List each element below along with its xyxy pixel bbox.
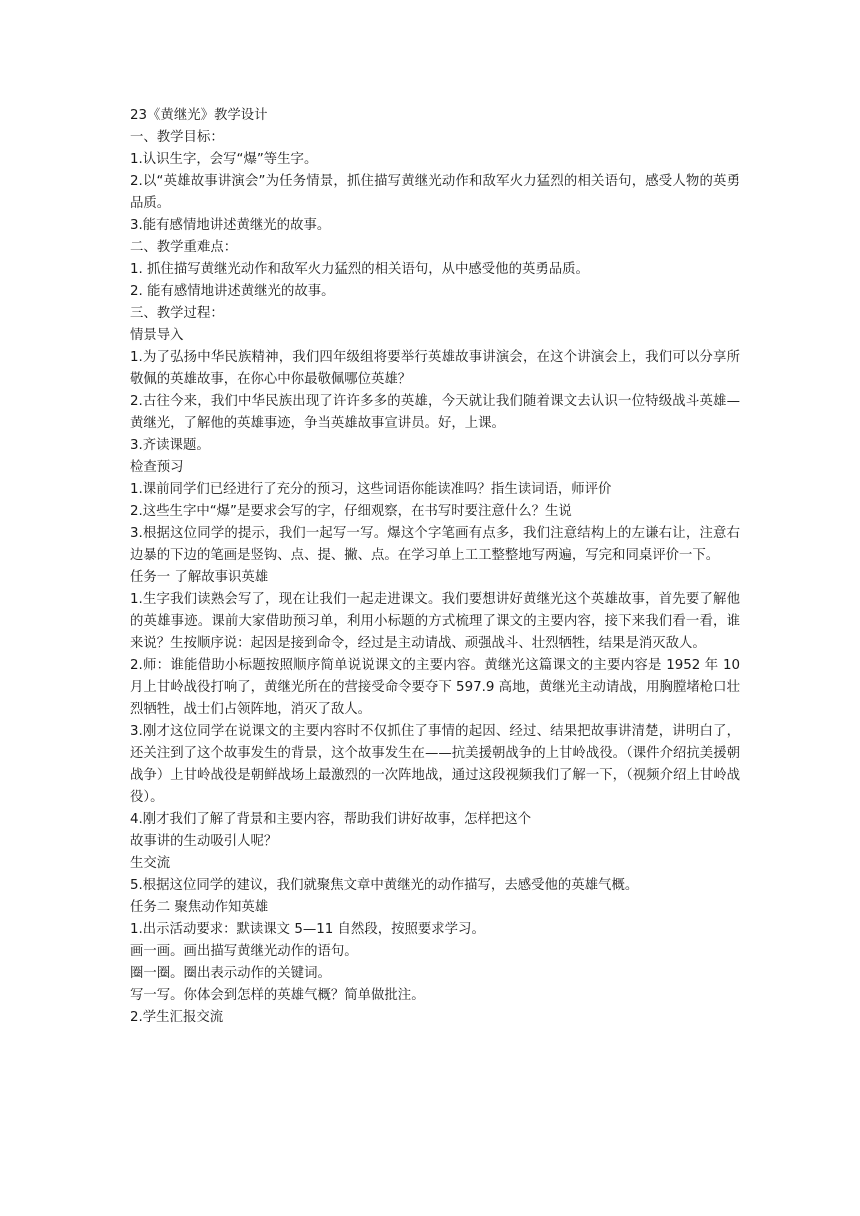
key-point-1: 1. 抓住描写黄继光动作和敌军火力猛烈的相关语句，从中感受他的英勇品质。 [130, 262, 589, 277]
section-heading-process: 三、教学过程： [130, 306, 224, 321]
task1-paragraph-3: 3.刚才这位同学在说课文的主要内容时不仅抓住了事情的起因、经过、结果把故事讲清楚，讲明白了，还关注到了这个故事发生的背景，这个故事发生在——抗美援朝战争的上甘岭战役。（课件介绍抗美援朝战争）上甘岭战役是朝鲜战场上最激烈的一次阵地战，通过这段视频我们了解一下，（视频介绍上甘岭战役）。 [130, 724, 740, 805]
goal-item-1: 1.认识生字，会写“爆”等生字。 [130, 152, 318, 167]
task2-step-circle: 圈一圈。圈出表示动作的关键词。 [130, 966, 331, 981]
task1-paragraph-2: 2.师：谁能借助小标题按照顺序简单说说课文的主要内容。黄继光这篇课文的主要内容是 1952 年 10 月上甘岭战役打响了，黄继光所在的营接受命令要夺下 597.9 高地，黄继光主动请战，用胸膛堵枪口壮烈牺牲，战士们占领阵地，消灭了敌人。 [130, 658, 740, 717]
task2-step-draw: 画一画。画出描写黄继光动作的语句。 [130, 944, 358, 959]
task1-paragraph-4a: 4.刚才我们了解了背景和主要内容，帮助我们讲好故事，怎样把这个 [130, 812, 532, 827]
subsection-task-2: 任务二 聚焦动作知英雄 [130, 900, 269, 915]
task1-paragraph-4b: 故事讲的生动吸引人呢？ [130, 834, 278, 849]
task1-paragraph-5: 5.根据这位同学的建议，我们就聚焦文章中黄继光的动作描写，去感受他的英雄气概。 [130, 878, 639, 893]
task2-step-write: 写一写。你体会到怎样的英雄气概？简单做批注。 [130, 988, 425, 1003]
goal-item-2: 2.以“英雄故事讲演会”为任务情景，抓住描写黄继光动作和敌军火力猛烈的相关语句，感受人物的英勇品质。 [130, 174, 740, 211]
subsection-intro: 情景导入 [130, 328, 184, 343]
subsection-preview: 检查预习 [130, 460, 184, 475]
intro-paragraph-3: 3.齐读课题。 [130, 438, 210, 453]
subsection-task-1: 任务一 了解故事识英雄 [130, 570, 269, 585]
key-point-2: 2. 能有感情地讲述黄继光的故事。 [130, 284, 335, 299]
task1-paragraph-1: 1.生字我们读熟会写了，现在让我们一起走进课文。我们要想讲好黄继光这个英雄故事，首先要了解他的英雄事迹。课前大家借助预习单，利用小标题的方式梳理了课文的主要内容，接下来我们看一看，谁来说？生按顺序说：起因是接到命令，经过是主动请战、顽强战斗、壮烈牺牲，结果是消灭敌人。 [130, 592, 740, 651]
preview-paragraph-3: 3.根据这位同学的提示，我们一起写一写。爆这个字笔画有点多，我们注意结构上的左谦右让，注意右边暴的下边的笔画是竖钩、点、提、撇、点。在学习单上工工整整地写两遍，写完和同桌评价一下。 [130, 526, 740, 563]
preview-paragraph-1: 1.课前同学们已经进行了充分的预习，这些词语你能读准吗？指生读词语，师评价 [130, 482, 612, 497]
goal-item-3: 3.能有感情地讲述黄继光的故事。 [130, 218, 331, 233]
intro-paragraph-2: 2.古往今来，我们中华民族出现了许许多多的英雄，今天就让我们随着课文去认识一位特级战斗英雄—黄继光，了解他的英雄事迹，争当英雄故事宣讲员。好，上课。 [130, 394, 740, 431]
task2-paragraph-2: 2.学生汇报交流 [130, 1010, 224, 1025]
section-heading-key-points: 二、教学重难点： [130, 240, 238, 255]
document-title: 23《黄继光》教学设计 [130, 108, 268, 123]
document-body [130, 105, 740, 1029]
section-heading-goals: 一、教学目标： [130, 130, 224, 145]
preview-paragraph-2: 2.这些生字中“爆”是要求会写的字，仔细观察，在书写时要注意什么？生说 [130, 504, 572, 519]
task1-paragraph-4c: 生交流 [130, 856, 171, 871]
task2-paragraph-1: 1.出示活动要求：默读课文 5—11 自然段，按照要求学习。 [130, 922, 485, 937]
intro-paragraph-1: 1.为了弘扬中华民族精神，我们四年级组将要举行英雄故事讲演会，在这个讲演会上，我们可以分享所敬佩的英雄故事，在你心中你最敬佩哪位英雄？ [130, 350, 740, 387]
